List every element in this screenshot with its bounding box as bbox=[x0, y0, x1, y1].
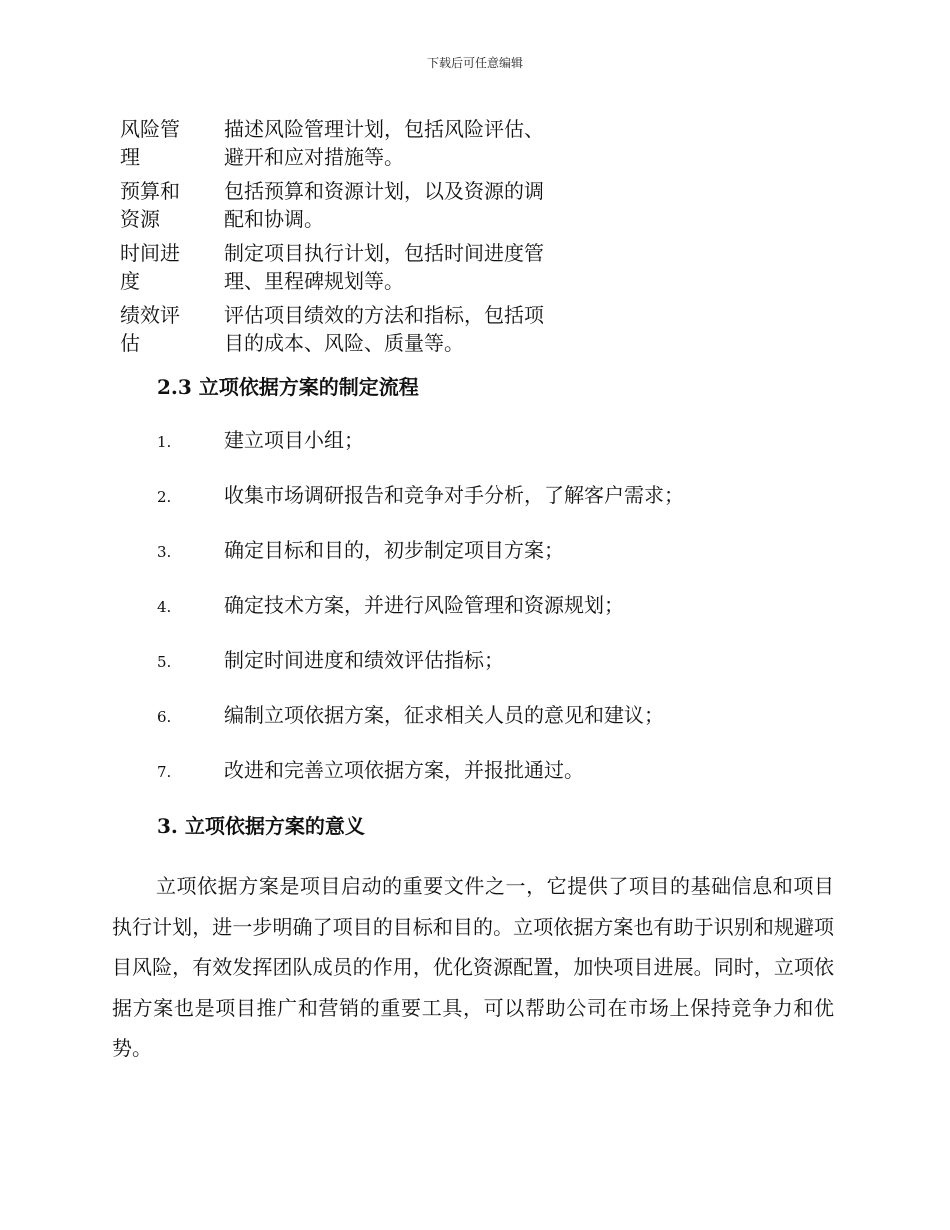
item-desc: 包括预算和资源计划，以及资源的调配和协调。 bbox=[224, 179, 544, 231]
item-key: 预算和资源 bbox=[120, 179, 180, 231]
item-desc: 制定项目执行计划，包括时间进度管理、里程碑规划等。 bbox=[224, 241, 544, 293]
step-text: 制定时间进度和绩效评估指标； bbox=[224, 648, 504, 672]
step-number: 2. bbox=[157, 488, 172, 506]
process-steps-list bbox=[157, 425, 857, 810]
item-row-performance bbox=[120, 301, 560, 357]
list-item bbox=[157, 755, 857, 810]
step-number: 5. bbox=[157, 653, 172, 671]
step-number: 1. bbox=[157, 433, 172, 451]
step-number: 4. bbox=[157, 598, 172, 616]
list-item bbox=[157, 425, 857, 480]
step-number: 7. bbox=[157, 763, 172, 781]
step-number: 6. bbox=[157, 708, 172, 726]
list-item bbox=[157, 590, 857, 645]
list-item bbox=[157, 700, 857, 755]
item-key: 绩效评估 bbox=[120, 303, 180, 355]
step-text: 收集市场调研报告和竞争对手分析，了解客户需求； bbox=[224, 483, 684, 507]
item-key: 时间进度 bbox=[120, 241, 180, 293]
item-row-schedule bbox=[120, 239, 560, 295]
step-text: 确定目标和目的，初步制定项目方案； bbox=[224, 538, 564, 562]
step-text: 确定技术方案，并进行风险管理和资源规划； bbox=[224, 593, 624, 617]
step-number: 3. bbox=[157, 543, 172, 561]
step-text: 改进和完善立项依据方案，并报批通过。 bbox=[224, 758, 584, 782]
item-row-risk bbox=[120, 115, 560, 171]
body-paragraph: 立项依据方案是项目启动的重要文件之一，它提供了项目的基础信息和项目执行计划，进一步明确了项目的目标和目的。立项依据方案也有助于识别和规避项目风险，有效发挥团队成员的作用，优化资源配置，加快项目进展。同时，立项依据方案也是项目推广和营销的重要工具，可以帮助公司在市场上保持竞争力和优势。 bbox=[112, 874, 834, 1060]
list-item bbox=[157, 480, 857, 535]
item-row-budget bbox=[120, 177, 560, 233]
list-item bbox=[157, 535, 857, 590]
item-key: 风险管理 bbox=[120, 117, 180, 169]
item-desc: 评估项目绩效的方法和指标，包括项目的成本、风险、质量等。 bbox=[224, 303, 544, 355]
section-heading-3: 3. 立项依据方案的意义 bbox=[157, 814, 365, 838]
step-text: 建立项目小组； bbox=[224, 428, 364, 452]
page-header: 下载后可任意编辑 bbox=[426, 56, 523, 70]
item-table bbox=[120, 115, 560, 363]
item-desc: 描述风险管理计划，包括风险评估、避开和应对措施等。 bbox=[224, 117, 544, 169]
step-text: 编制立项依据方案，征求相关人员的意见和建议； bbox=[224, 703, 664, 727]
list-item bbox=[157, 645, 857, 700]
section-heading-2-3: 2.3 立项依据方案的制定流程 bbox=[157, 375, 419, 399]
